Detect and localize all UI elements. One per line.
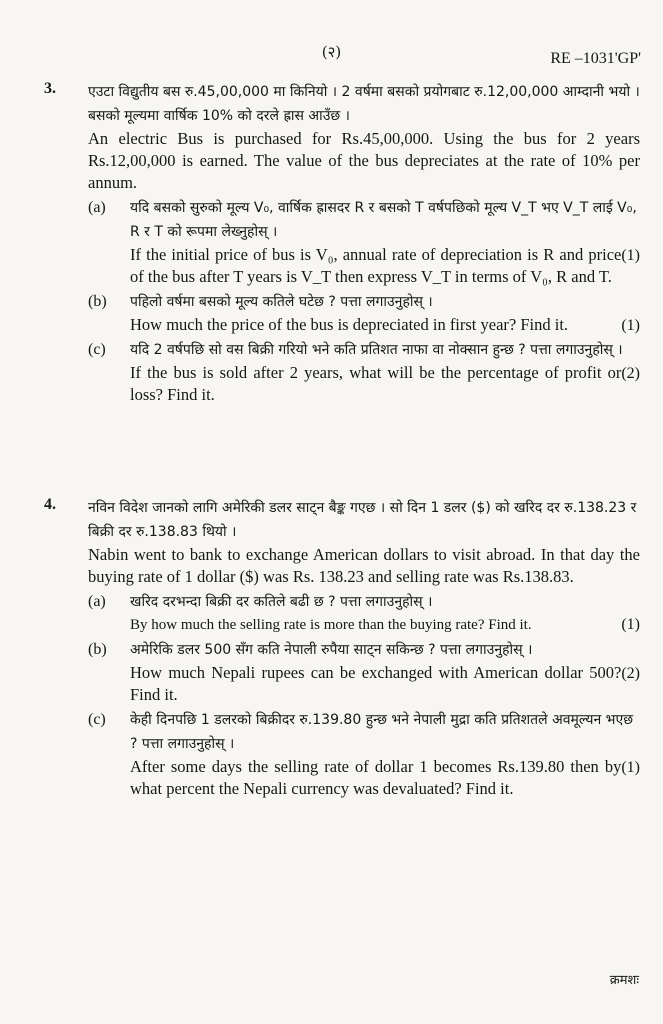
subquestion-b	[88, 638, 640, 706]
subquestion-b	[88, 290, 640, 336]
subquestion-label: (b)	[88, 293, 107, 310]
subquestion-c	[88, 338, 640, 406]
marks: (1)	[621, 759, 640, 776]
subquestion-label: (c)	[88, 341, 106, 358]
subquestion-label: (a)	[88, 199, 106, 216]
subquestion-label: (a)	[88, 593, 106, 610]
marks: (1)	[621, 247, 640, 264]
marks: (2)	[621, 665, 640, 682]
question-text-nepali: नविन विदेश जानको लागि अमेरिकी डलर साट्न बैङ्क गएछ । सो दिन 1 डलर ($) को खरिद दर रु.138.23 र बिक्री दर रु.138.83 थियो ।	[88, 500, 637, 540]
subquestion-text-english: If the initial price of bus is V₀, annual rate of depreciation is R and price of the bus after T years is V_T then express V_T in terms of V₀, R and T.	[130, 245, 622, 286]
marks: (1)	[621, 616, 640, 633]
question-text-english: Nabin went to bank to exchange American dollars to visit abroad. In that day the buying rate of 1 dollar ($) was Rs. 138.23 and selling rate was Rs.138.83.	[88, 545, 640, 586]
subquestion-c	[88, 708, 640, 800]
question-4	[44, 496, 640, 800]
marks: (2)	[621, 365, 640, 382]
subquestion-text-english: If the bus is sold after 2 years, what will be the percentage of profit or loss? Find it.	[130, 363, 622, 404]
question-text-nepali: एउटा विद्युतीय बस रु.45,00,000 मा किनियो । 2 वर्षमा बसको प्रयोगबाट रु.12,00,000 आम्दानी भयो । बसको मूल्यमा वार्षिक 10% को दरले ह्रास आउँछ ।	[88, 84, 640, 124]
subquestion-text-nepali: यदि बसको सुरुको मूल्य V₀, वार्षिक ह्रासदर R र बसको T वर्षपछिको मूल्य V_T भए V_T लाई V₀, R र T को रूपमा लेख्नुहोस् ।	[130, 200, 637, 240]
subquestion-text-nepali: यदि 2 वर्षपछि सो वस बिक्री गरियो भने कति प्रतिशत नाफा वा नोक्सान हुन्छ ? पत्ता लगाउनुहोस् ।	[130, 342, 623, 358]
subquestion-text-nepali: अमेरिकि डलर 500 सँग कति नेपाली रुपैया साट्न सकिन्छ ? पत्ता लगाउनुहोस् ।	[130, 642, 533, 658]
subquestion-text-nepali: पहिलो वर्षमा बसको मूल्य कतिले घटेछ ? पत्ता लगाउनुहोस् ।	[130, 294, 433, 310]
subquestion-text-nepali: केही दिनपछि 1 डलरको बिक्रीदर रु.139.80 हुन्छ भने नेपाली मुद्रा कति प्रतिशतले अवमूल्यन भएछ ? पत्ता लगाउनुहोस् ।	[130, 712, 634, 752]
question-number: 4.	[44, 496, 56, 513]
marks: (1)	[621, 317, 640, 334]
subquestion-label: (c)	[88, 711, 106, 728]
subquestion-a	[88, 590, 640, 636]
question-number: 3.	[44, 80, 56, 97]
subquestion-text-english: How much Nepali rupees can be exchanged with American dollar 500? Find it.	[130, 663, 622, 704]
question-text-english: An electric Bus is purchased for Rs.45,00,000. Using the bus for 2 years Rs.12,00,000 is earned. The value of the bus depreciates at the rate of 10% per annum.	[88, 129, 640, 192]
exam-code: RE –1031'GP'	[550, 50, 641, 67]
continued-label: क्रमशः	[609, 973, 639, 988]
subquestion-a	[88, 196, 640, 288]
subquestion-text-english: By how much the selling rate is more than the buying rate? Find it.	[130, 617, 532, 633]
subquestion-label: (b)	[88, 641, 107, 658]
subquestion-text-english: After some days the selling rate of dollar 1 becomes Rs.139.80 then by what percent the Nepali currency was devaluated? Find it.	[130, 757, 622, 798]
subquestion-text-english: How much the price of the bus is depreciated in first year? Find it.	[130, 315, 569, 334]
question-3	[44, 80, 640, 406]
subquestion-text-nepali: खरिद दरभन्दा बिक्री दर कतिले बढी छ ? पत्ता लगाउनुहोस् ।	[130, 594, 433, 610]
page-number: (२)	[321, 43, 342, 61]
